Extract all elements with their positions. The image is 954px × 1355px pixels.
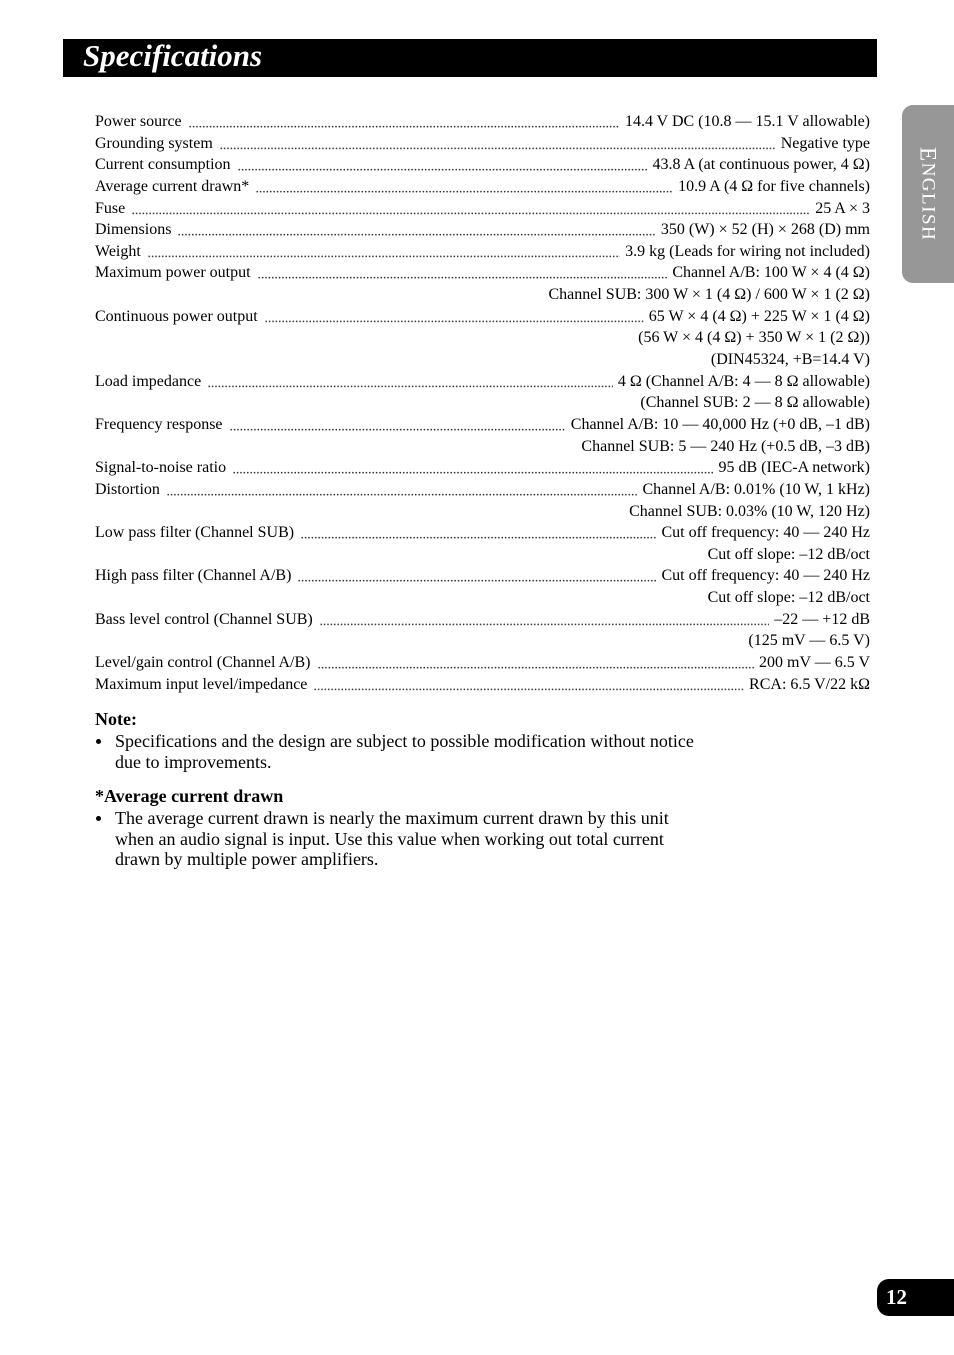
spec-label: Current consumption xyxy=(95,156,231,174)
spec-label: Power source xyxy=(95,113,182,130)
average-current-heading: *Average current drawn xyxy=(95,786,284,806)
spec-label: Dimensions xyxy=(95,221,172,239)
title-bar xyxy=(63,39,877,77)
spec-value: 25 A × 3 xyxy=(815,199,870,217)
spec-row-continuous-power-output xyxy=(95,306,870,371)
spec-row-dimensions xyxy=(95,219,870,241)
dot-leader xyxy=(148,241,620,263)
spec-label: Low pass filter (Channel SUB) xyxy=(95,524,295,542)
note-text: Specifications and the design are subject to possible modification without notice due to improvements. xyxy=(115,731,694,772)
spec-value: Cut off frequency: 40 — 240 Hz xyxy=(661,567,870,585)
spec-value: Channel A/B: 10 — 40,000 Hz (+0 dB, –1 dB) xyxy=(570,415,870,433)
spec-value-continued: Channel SUB: 5 — 240 Hz (+0.5 dB, –3 dB) xyxy=(581,437,870,455)
spec-value: 350 (W) × 52 (H) × 268 (D) mm xyxy=(660,221,870,239)
spec-value-continued: (DIN45324, +B=14.4 V) xyxy=(710,351,870,369)
spec-label: Grounding system xyxy=(95,134,213,152)
spec-row-frequency-response xyxy=(95,414,870,457)
spec-row-weight xyxy=(95,241,870,263)
spec-value: Negative type xyxy=(780,134,870,152)
language-tab xyxy=(902,105,954,283)
spec-row-average-current xyxy=(95,176,870,198)
page-number: 12 xyxy=(886,1285,907,1309)
spec-row-distortion xyxy=(95,479,870,522)
spec-label: Distortion xyxy=(95,480,160,498)
dot-leader xyxy=(189,111,620,133)
spec-value: Cut off frequency: 40 — 240 Hz xyxy=(661,524,870,542)
spec-value-continued: Cut off slope: –12 dB/oct xyxy=(707,589,870,607)
dot-leader xyxy=(298,565,656,587)
spec-value: 3.9 kg (Leads for wiring not included) xyxy=(625,242,870,260)
spec-value: 14.4 V DC (10.8 — 15.1 V allowable) xyxy=(624,113,870,130)
spec-row-bass-level-control xyxy=(95,609,870,652)
spec-value: Channel A/B: 0.01% (10 W, 1 kHz) xyxy=(642,480,870,498)
dot-leader xyxy=(238,154,648,176)
spec-row-level-gain-control xyxy=(95,652,870,674)
spec-value: 10.9 A (4 Ω for five channels) xyxy=(678,177,870,195)
spec-value-continued: Channel SUB: 0.03% (10 W, 120 Hz) xyxy=(629,502,870,520)
spec-row-grounding-system xyxy=(95,133,870,155)
spec-label: Load impedance xyxy=(95,372,202,390)
page-number-box xyxy=(877,1279,954,1316)
spec-value-continued: Cut off slope: –12 dB/oct xyxy=(707,545,870,563)
spec-value: 4 Ω (Channel A/B: 4 — 8 Ω allowable) xyxy=(617,372,870,390)
dot-leader xyxy=(132,198,810,220)
spec-label: Level/gain control (Channel A/B) xyxy=(95,654,311,672)
dot-leader xyxy=(233,457,713,479)
spec-label: Frequency response xyxy=(95,415,223,433)
spec-row-max-power-output xyxy=(95,262,870,305)
dot-leader xyxy=(167,479,638,501)
bullet-icon xyxy=(96,739,101,744)
spec-value-continued: (56 W × 4 (4 Ω) + 350 W × 1 (2 Ω)) xyxy=(638,329,870,347)
spec-label: Bass level control (Channel SUB) xyxy=(95,610,313,628)
spec-row-low-pass-filter xyxy=(95,522,870,565)
spec-row-signal-to-noise xyxy=(95,457,870,479)
spec-value-continued: (Channel SUB: 2 — 8 Ω allowable) xyxy=(640,394,870,412)
note-list-item xyxy=(95,731,710,772)
spec-value-continued: (125 mV — 6.5 V) xyxy=(748,632,870,650)
dot-leader xyxy=(265,306,644,328)
spec-value: 95 dB (IEC-A network) xyxy=(718,459,870,477)
spec-value: RCA: 6.5 V/22 kΩ xyxy=(749,675,870,693)
bullet-icon xyxy=(96,816,101,821)
spec-label: Average current drawn* xyxy=(95,177,250,195)
dot-leader xyxy=(320,609,770,631)
language-tab-label: ENGLISH xyxy=(915,146,941,242)
specifications-list xyxy=(95,111,870,695)
spec-value: Channel A/B: 100 W × 4 (4 Ω) xyxy=(672,264,870,282)
spec-value: 200 mV — 6.5 V xyxy=(759,654,870,672)
spec-row-current-consumption xyxy=(95,154,870,176)
spec-label: Weight xyxy=(95,242,141,260)
spec-value: 43.8 A (at continuous power, 4 Ω) xyxy=(652,156,870,174)
average-current-text: The average current drawn is nearly the maximum current drawn by this unit when an audio signal is input. Use this value when working out total current drawn by multiple power amplifiers. xyxy=(115,808,669,869)
spec-row-high-pass-filter xyxy=(95,565,870,608)
spec-label: Signal-to-noise ratio xyxy=(95,459,227,477)
spec-value: 65 W × 4 (4 Ω) + 225 W × 1 (4 Ω) xyxy=(648,307,870,325)
spec-label: Maximum power output xyxy=(95,264,251,282)
average-current-list-item xyxy=(95,808,690,870)
dot-leader xyxy=(301,522,656,544)
spec-label: Maximum input level/impedance xyxy=(95,675,308,693)
spec-value: –22 — +12 dB xyxy=(774,610,870,628)
spec-row-load-impedance xyxy=(95,371,870,414)
spec-label: High pass filter (Channel A/B) xyxy=(95,567,292,585)
spec-label: Continuous power output xyxy=(95,307,258,325)
page-title: Specifications xyxy=(83,38,263,73)
spec-row-power-source xyxy=(95,111,870,133)
spec-value-continued: Channel SUB: 300 W × 1 (4 Ω) / 600 W × 1 (2 Ω) xyxy=(548,286,870,304)
spec-row-fuse xyxy=(95,198,870,220)
dot-leader xyxy=(208,371,613,393)
dot-leader xyxy=(258,262,668,284)
spec-row-max-input-level xyxy=(95,674,870,696)
note-heading: Note: xyxy=(95,709,137,729)
dot-leader xyxy=(256,176,673,198)
dot-leader xyxy=(318,652,755,674)
dot-leader xyxy=(220,133,776,155)
dot-leader xyxy=(230,414,566,436)
dot-leader xyxy=(314,674,744,696)
spec-label: Fuse xyxy=(95,199,126,217)
dot-leader xyxy=(178,219,655,241)
